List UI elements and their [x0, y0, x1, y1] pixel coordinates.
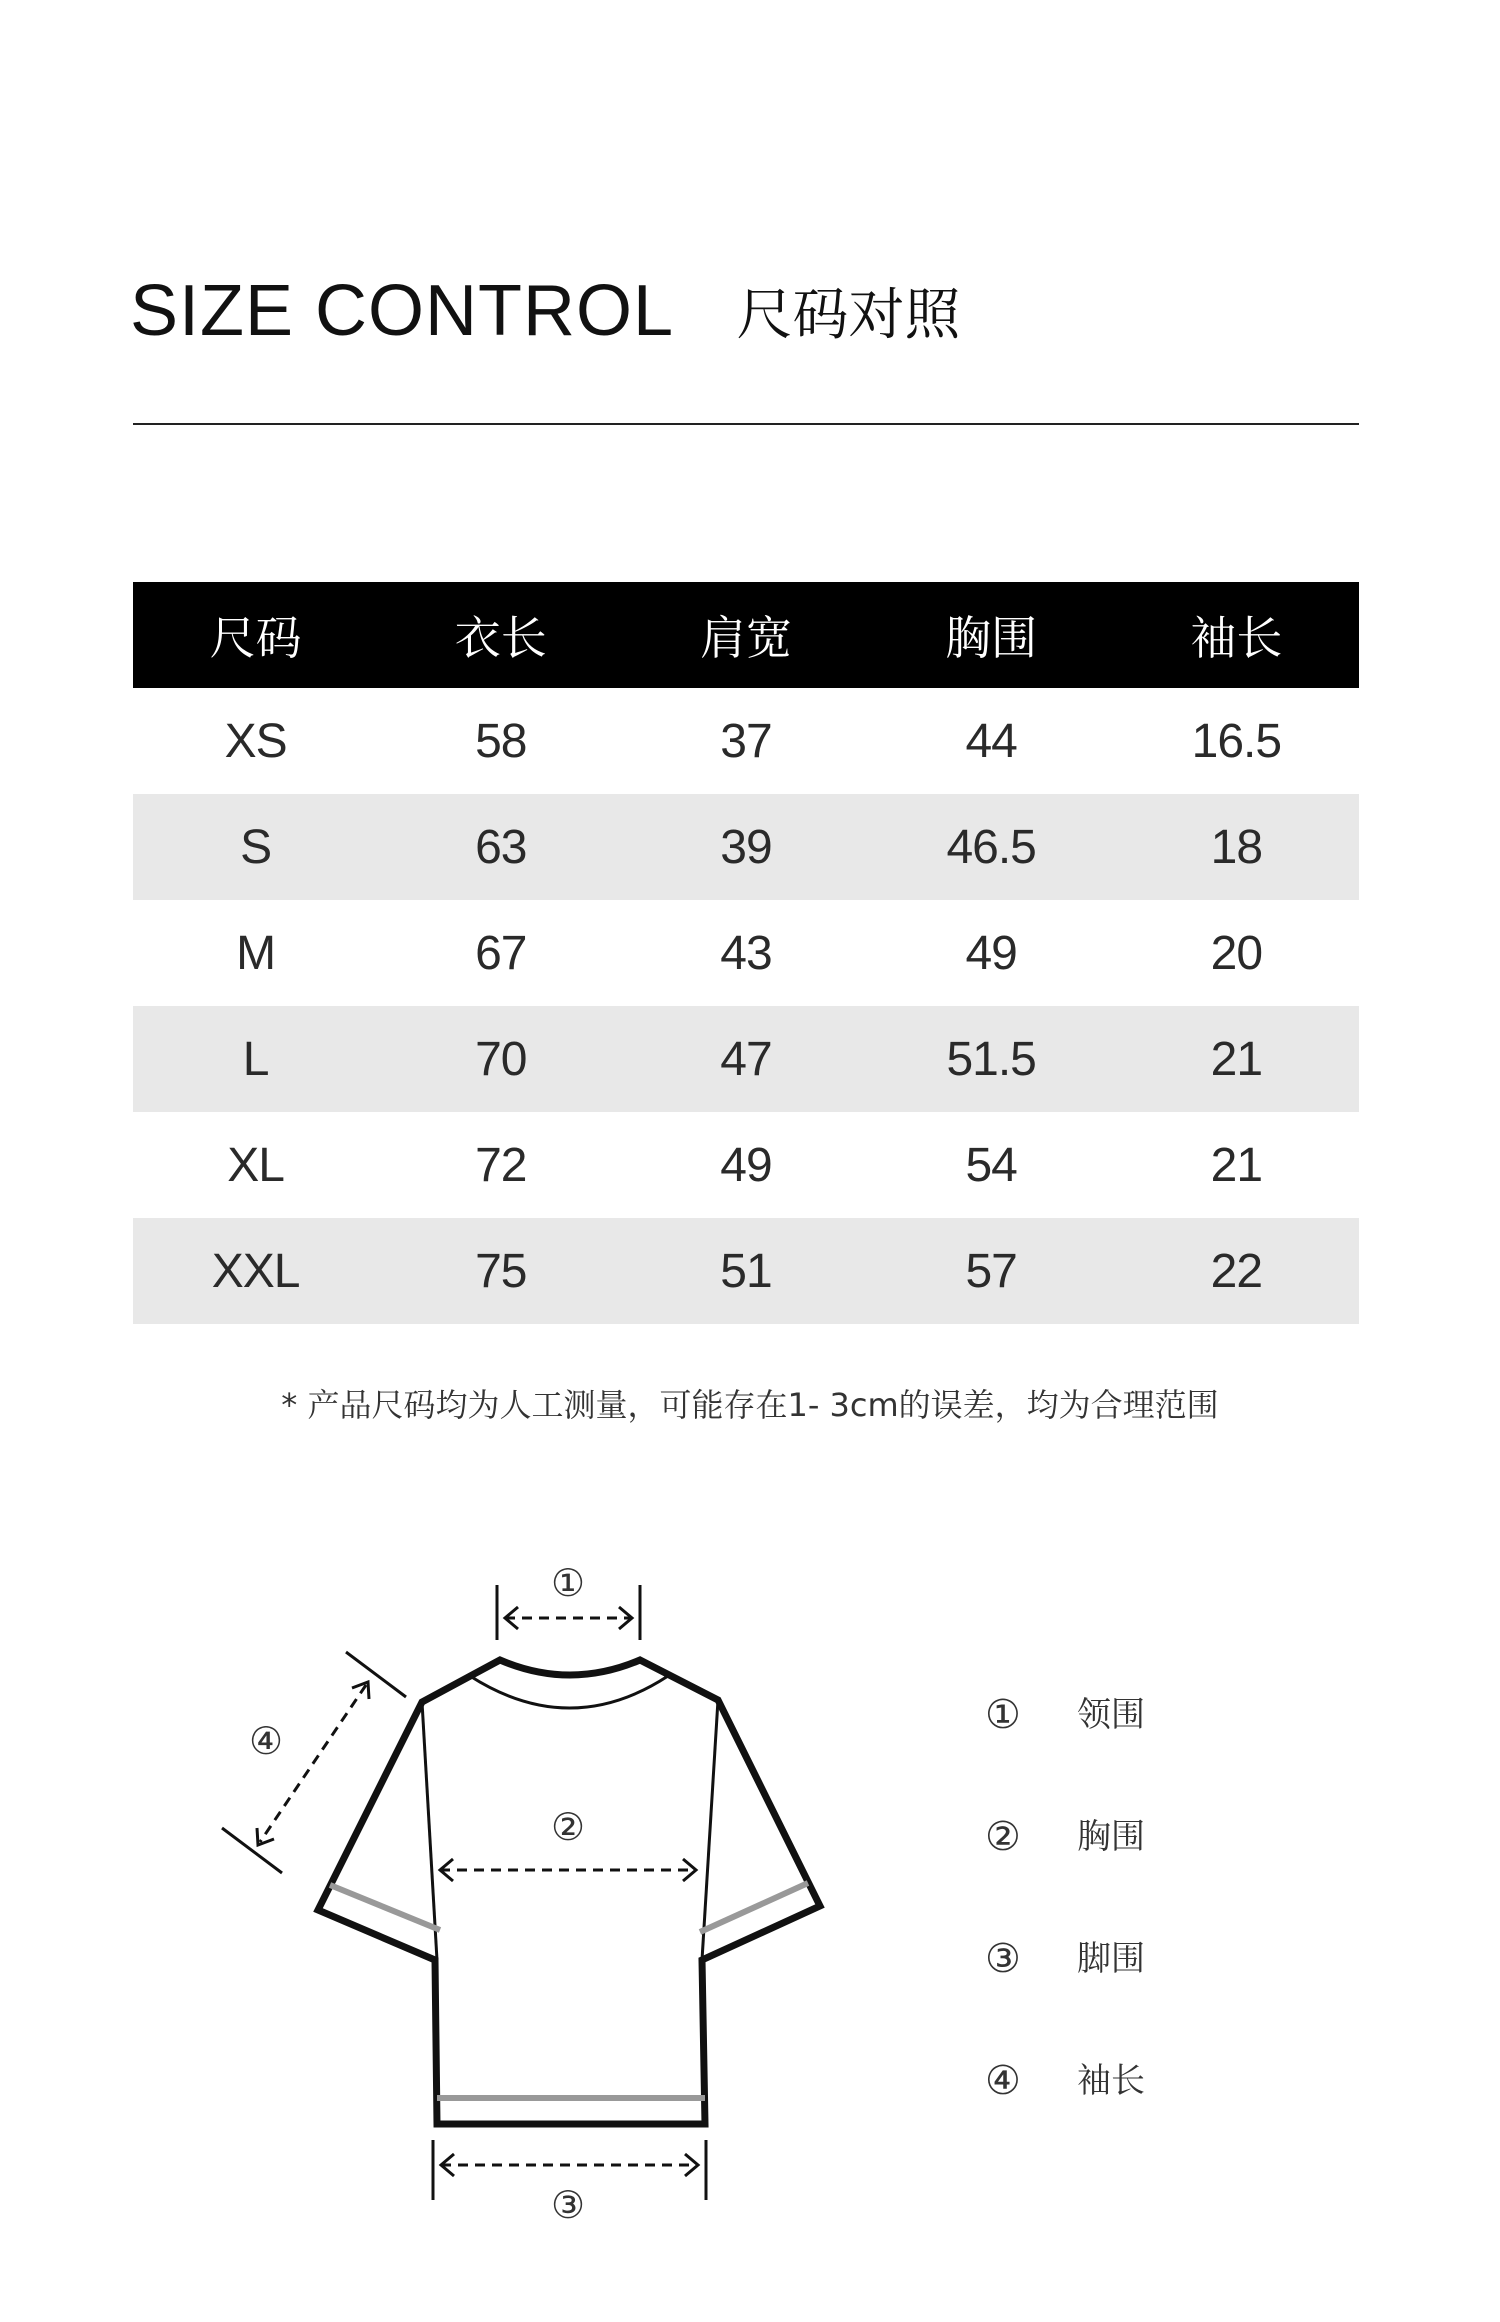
header-divider	[133, 423, 1359, 425]
table-row	[133, 1218, 1359, 1324]
cell-sleeve: 20	[1210, 926, 1263, 980]
table-row	[133, 794, 1359, 900]
cell-shoulder: 51	[623, 1218, 868, 1324]
legend-number: ①	[985, 1692, 1021, 1738]
cell-sleeve: 21	[1114, 1006, 1359, 1112]
measurement-note: * 产品尺码均为人工测量，可能存在1- 3cm的误差，均为合理范围	[281, 1386, 1219, 1424]
cell-shoulder: 37	[720, 714, 772, 768]
legend-number: ③	[985, 1936, 1021, 1982]
cell-length: 70	[378, 1006, 623, 1112]
legend-number: ②	[985, 1814, 1021, 1860]
legend-number: ④	[985, 2058, 1021, 2104]
cell-sleeve: 18	[1114, 794, 1359, 900]
table-row	[133, 1006, 1359, 1112]
page-header	[130, 270, 961, 352]
tshirt-outline-icon	[318, 1660, 820, 2124]
cell-chest: 49	[965, 926, 1017, 980]
marker-sleeve: ④	[248, 1719, 284, 1763]
legend-label: 领围	[1077, 1695, 1145, 1735]
cell-size: XXL	[133, 1218, 378, 1324]
cell-shoulder: 43	[720, 926, 772, 980]
sleeve-tick-bottom	[222, 1828, 282, 1873]
sleeve-dashed-line	[260, 1685, 366, 1842]
cell-chest: 51.5	[869, 1006, 1114, 1112]
column-header-size: 尺码	[133, 582, 378, 688]
table-header-row	[133, 582, 1359, 688]
cell-length: 75	[378, 1218, 623, 1324]
cell-chest: 54	[965, 1138, 1017, 1192]
cell-size: XS	[224, 714, 287, 768]
table-row	[133, 900, 1359, 1006]
marker-collar: ①	[550, 1561, 586, 1605]
cell-sleeve: 16.5	[1191, 714, 1282, 768]
right-cuff-band	[700, 1883, 808, 1932]
legend-item	[985, 1934, 1145, 2056]
cell-size: XL	[227, 1138, 284, 1192]
column-header-shoulder: 肩宽	[623, 582, 868, 688]
marker-hem: ③	[550, 2183, 586, 2225]
cell-chest: 57	[869, 1218, 1114, 1324]
marker-chest: ②	[550, 1805, 586, 1849]
cell-shoulder: 49	[720, 1138, 772, 1192]
cell-chest: 46.5	[869, 794, 1114, 900]
cell-shoulder: 47	[623, 1006, 868, 1112]
legend-label: 胸围	[1077, 1817, 1145, 1857]
sleeve-tick-top	[346, 1652, 406, 1697]
table-row	[133, 688, 1359, 794]
cell-length: 72	[475, 1138, 527, 1192]
cell-shoulder: 39	[623, 794, 868, 900]
collar-curve	[470, 1676, 668, 1708]
column-header-chest: 胸围	[869, 582, 1114, 688]
cell-sleeve: 21	[1210, 1138, 1263, 1192]
cell-size: L	[133, 1006, 378, 1112]
diagram-legend	[985, 1690, 1145, 2178]
title-chinese: 尺码对照	[736, 283, 961, 348]
legend-label: 袖长	[1077, 2061, 1145, 2101]
right-seam	[702, 1700, 718, 1960]
column-header-sleeve: 袖长	[1114, 582, 1359, 688]
table-row	[133, 1112, 1359, 1218]
cell-size: S	[133, 794, 378, 900]
legend-item	[985, 1812, 1145, 1934]
cell-chest: 44	[965, 714, 1017, 768]
tshirt-diagram	[200, 1545, 860, 2225]
title-english: SIZE CONTROL	[130, 271, 675, 351]
legend-label: 脚围	[1077, 1939, 1145, 1979]
arrow-down-icon	[257, 1828, 274, 1845]
column-header-length: 衣长	[378, 582, 623, 688]
cell-size: M	[236, 926, 276, 980]
cell-length: 58	[475, 714, 527, 768]
size-table	[133, 582, 1359, 1324]
cell-length: 63	[378, 794, 623, 900]
legend-item	[985, 1690, 1145, 1812]
cell-sleeve: 22	[1114, 1218, 1359, 1324]
cell-length: 67	[475, 926, 527, 980]
legend-item	[985, 2056, 1145, 2178]
